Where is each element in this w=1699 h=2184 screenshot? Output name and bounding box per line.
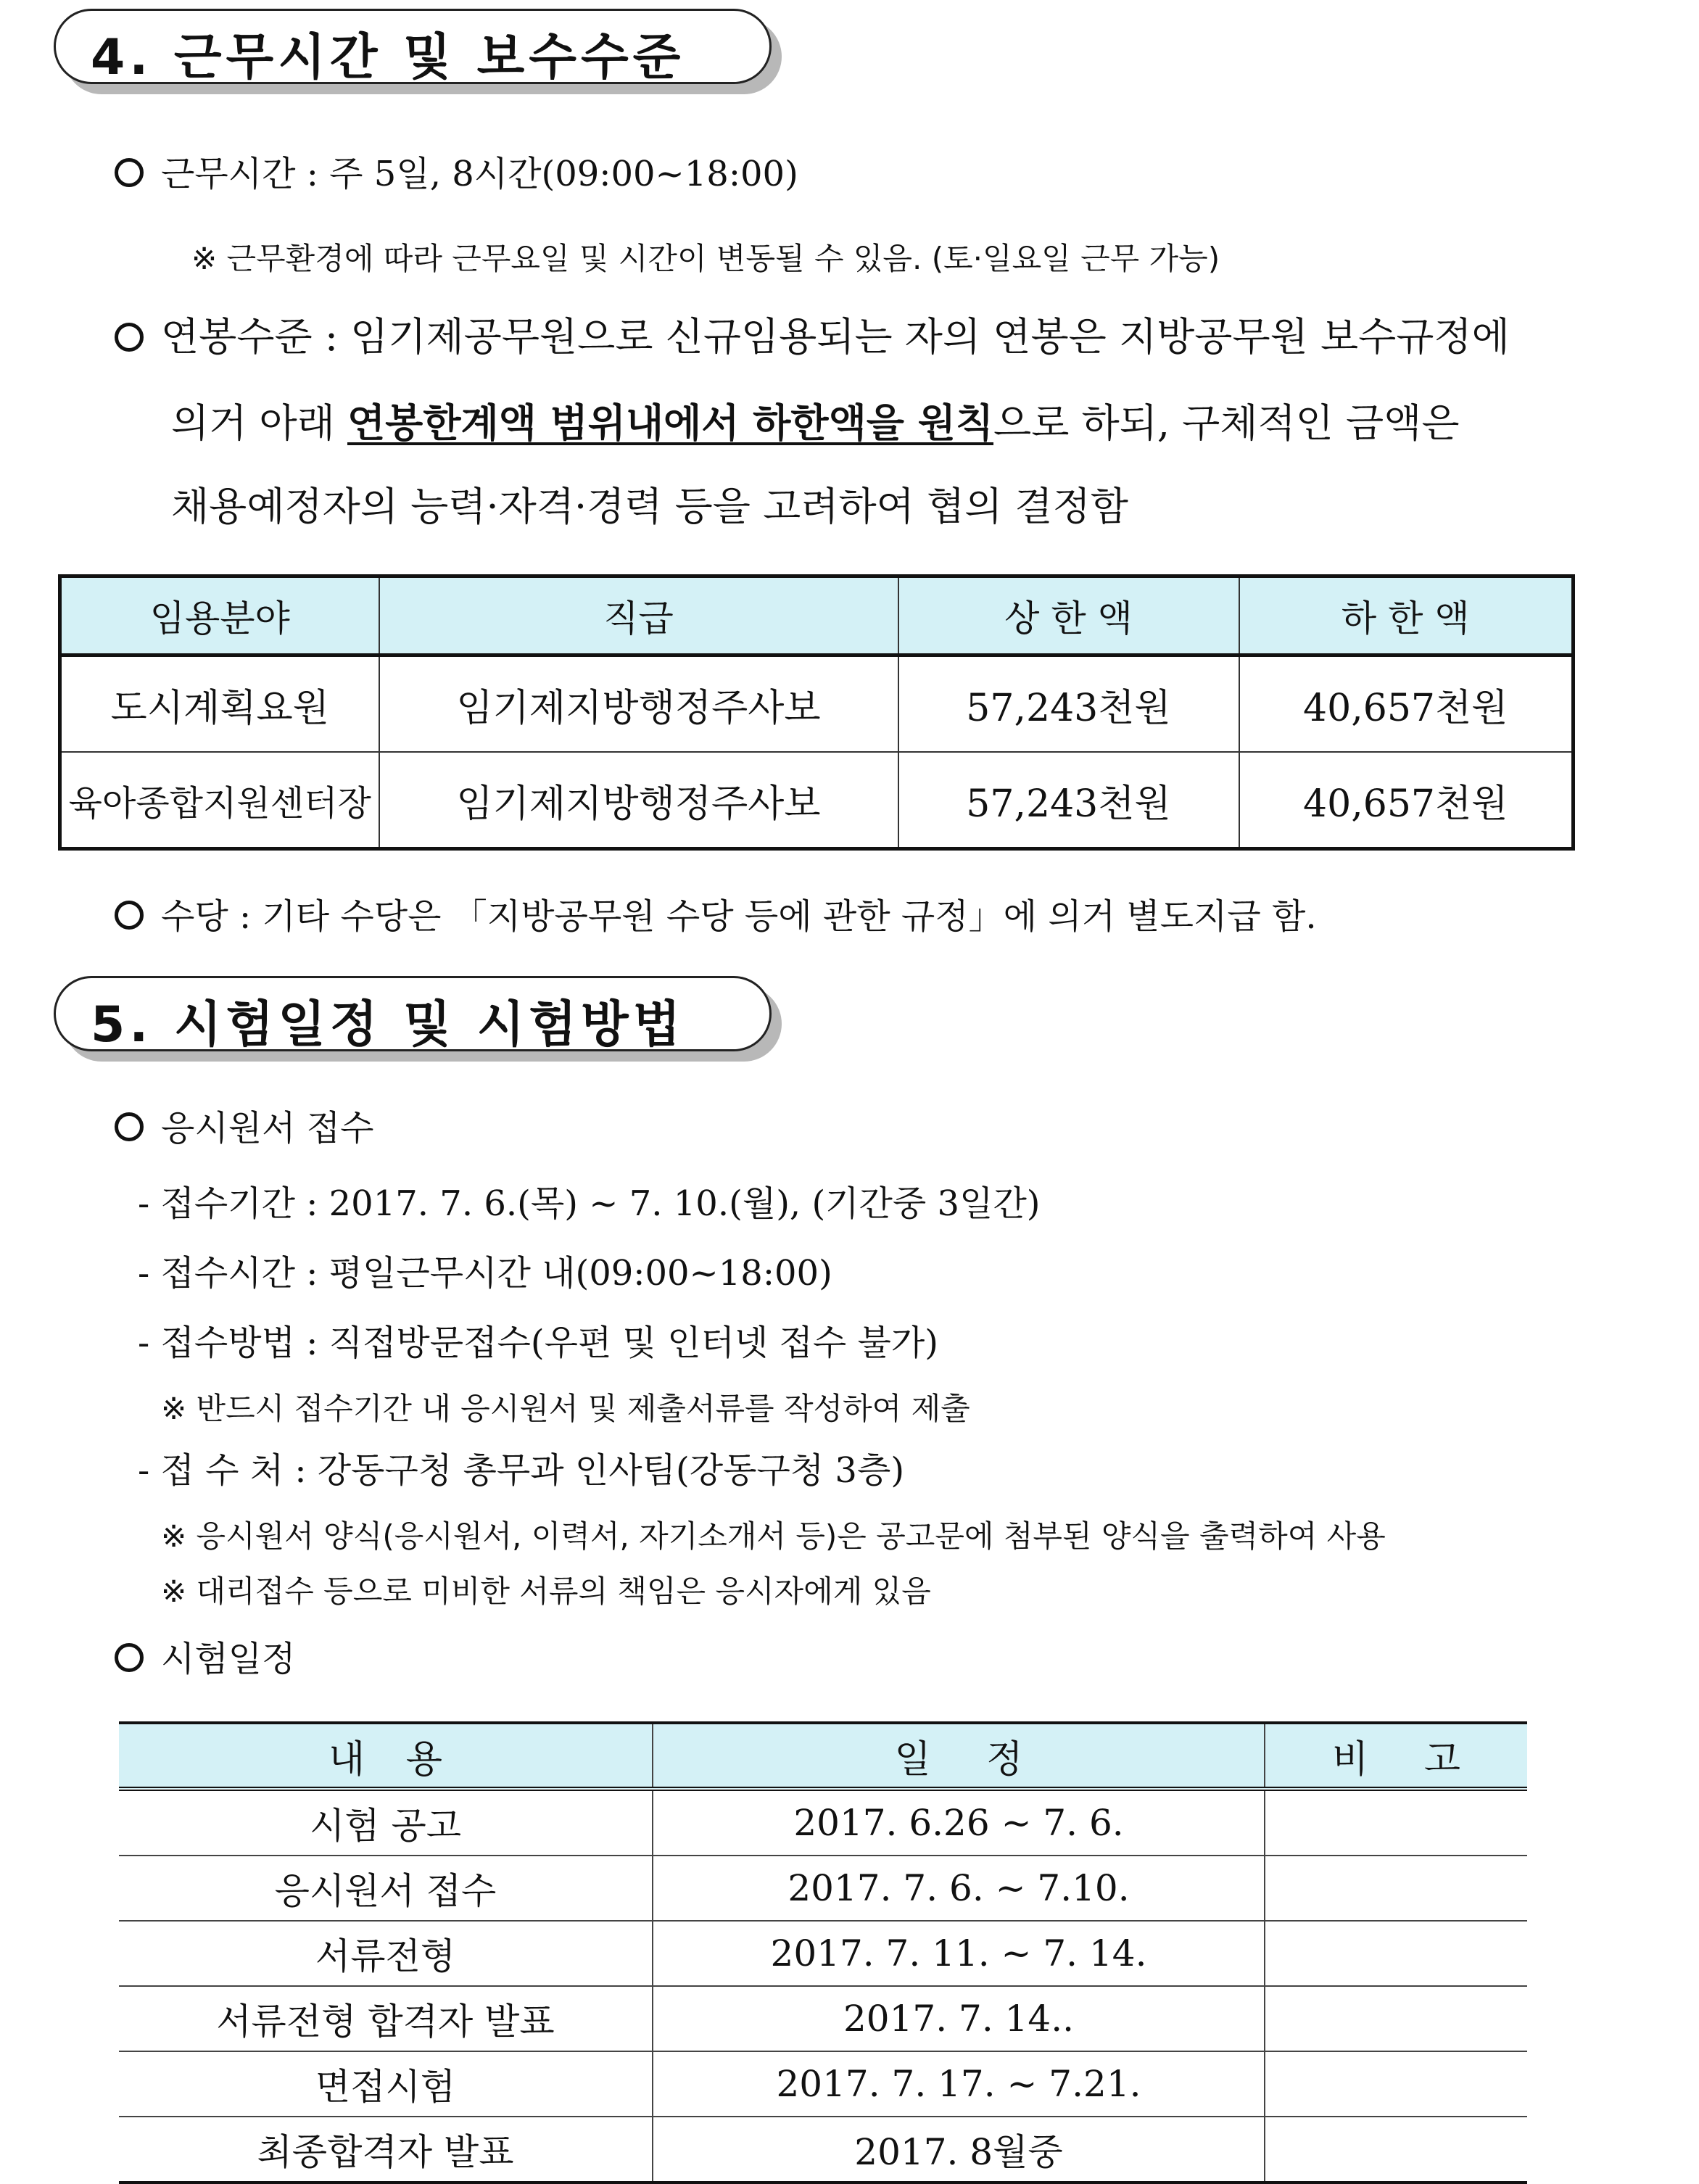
application-place-note-2: ※ 대리접수 등으로 미비한 서류의 책임은 응시자에게 있음 <box>161 1573 931 1609</box>
salary-principle-underline: 연봉한계액 범위내에서 하한액을 원칙 <box>347 400 994 446</box>
application-period: - 접수기간 : 2017. 7. 6.(목) ~ 7. 10.(월), (기간중 3일간) <box>138 1183 1041 1224</box>
cell-upper: 57,243천원 <box>898 752 1239 849</box>
cell-date: 2017. 8월중 <box>653 2117 1265 2183</box>
table-row <box>60 752 1574 849</box>
cell-content: 응시원서 접수 <box>119 1856 653 1921</box>
header-remarks: 비 고 <box>1265 1723 1527 1789</box>
circle-bullet-icon <box>115 901 144 930</box>
cell-content: 최종합격자 발표 <box>119 2117 653 2183</box>
schedule-title: 시험일정 <box>115 1637 295 1681</box>
cell-field: 육아종합지원센터장 <box>60 752 379 849</box>
cell-lower: 40,657천원 <box>1239 752 1574 849</box>
header-field: 임용분야 <box>60 576 379 655</box>
cell-upper: 57,243천원 <box>898 655 1239 753</box>
header-lower: 하 한 액 <box>1239 576 1574 655</box>
cell-remarks <box>1265 1789 1527 1856</box>
cell-remarks <box>1265 1986 1527 2051</box>
cell-remarks <box>1265 2117 1527 2183</box>
salary-table <box>58 574 1575 851</box>
cell-date: 2017. 7. 14.. <box>653 1986 1265 2051</box>
circle-bullet-icon <box>115 323 144 352</box>
header-schedule: 일 정 <box>653 1723 1265 1789</box>
schedule-table-header <box>119 1723 1527 1789</box>
circle-bullet-icon <box>115 158 144 187</box>
cell-remarks <box>1265 2051 1527 2117</box>
section-4-heading: 4. 근무시간 및 보수수준 <box>91 29 685 86</box>
cell-content: 서류전형 합격자 발표 <box>119 1986 653 2051</box>
cell-lower: 40,657천원 <box>1239 655 1574 753</box>
cell-remarks <box>1265 1921 1527 1986</box>
table-row <box>119 1856 1527 1921</box>
application-time: - 접수시간 : 평일근무시간 내(09:00~18:00) <box>138 1253 832 1294</box>
table-row <box>119 2051 1527 2117</box>
salary-line-1: 연봉수준 : 임기제공무원으로 신규임용되는 자의 연봉은 지방공무원 보수규정에 <box>115 312 1510 363</box>
schedule-table <box>119 1721 1527 2184</box>
cell-remarks <box>1265 1856 1527 1921</box>
table-row <box>119 2117 1527 2183</box>
table-row <box>119 1986 1527 2051</box>
cell-content: 면접시험 <box>119 2051 653 2117</box>
section-4-heading-box <box>54 9 772 84</box>
cell-date: 2017. 7. 6. ~ 7.10. <box>653 1856 1265 1921</box>
application-method: - 접수방법 : 직접방문접수(우편 및 인터넷 접수 불가) <box>138 1323 939 1363</box>
salary-line-3: 채용예정자의 능력·자격·경력 등을 고려하여 협의 결정함 <box>171 484 1128 529</box>
cell-content: 서류전형 <box>119 1921 653 1986</box>
header-upper: 상 한 액 <box>898 576 1239 655</box>
application-title: 응시원서 접수 <box>115 1107 373 1150</box>
circle-bullet-icon <box>115 1643 144 1672</box>
salary-line-2: 의거 아래 연봉한계액 범위내에서 하한액을 원칙으로 하되, 구체적인 금액은 <box>171 400 1460 446</box>
work-hours-line: 근무시간 : 주 5일, 8시간(09:00~18:00) <box>115 152 798 196</box>
work-hours-note: ※ 근무환경에 따라 근무요일 및 시간이 변동될 수 있음. (토·일요일 근무 가능) <box>191 241 1220 276</box>
header-content: 내 용 <box>119 1723 653 1789</box>
circle-bullet-icon <box>115 1112 144 1141</box>
cell-grade: 임기제지방행정주사보 <box>379 655 898 753</box>
cell-field: 도시계획요원 <box>60 655 379 753</box>
allowance-line: 수당 : 기타 수당은 「지방공무원 수당 등에 관한 규정」에 의거 별도지급 함. <box>115 895 1317 938</box>
section-5-heading-box <box>54 976 772 1054</box>
table-row <box>119 1921 1527 1986</box>
application-place: - 접 수 처 : 강동구청 총무과 인사팀(강동구청 3층) <box>138 1450 905 1491</box>
cell-grade: 임기제지방행정주사보 <box>379 752 898 849</box>
section-5-heading: 5. 시험일정 및 시험방법 <box>91 996 685 1054</box>
table-row <box>60 655 1574 753</box>
cell-content: 시험 공고 <box>119 1789 653 1856</box>
application-place-note-1: ※ 응시원서 양식(응시원서, 이력서, 자기소개서 등)은 공고문에 첨부된 양식을 출력하여 사용 <box>161 1518 1386 1554</box>
salary-table-header <box>60 576 1574 655</box>
cell-date: 2017. 6.26 ~ 7. 6. <box>653 1789 1265 1856</box>
application-method-note: ※ 반드시 접수기간 내 응시원서 및 제출서류를 작성하여 제출 <box>161 1391 970 1426</box>
table-row <box>119 1789 1527 1856</box>
cell-date: 2017. 7. 11. ~ 7. 14. <box>653 1921 1265 1986</box>
header-grade: 직급 <box>379 576 898 655</box>
cell-date: 2017. 7. 17. ~ 7.21. <box>653 2051 1265 2117</box>
